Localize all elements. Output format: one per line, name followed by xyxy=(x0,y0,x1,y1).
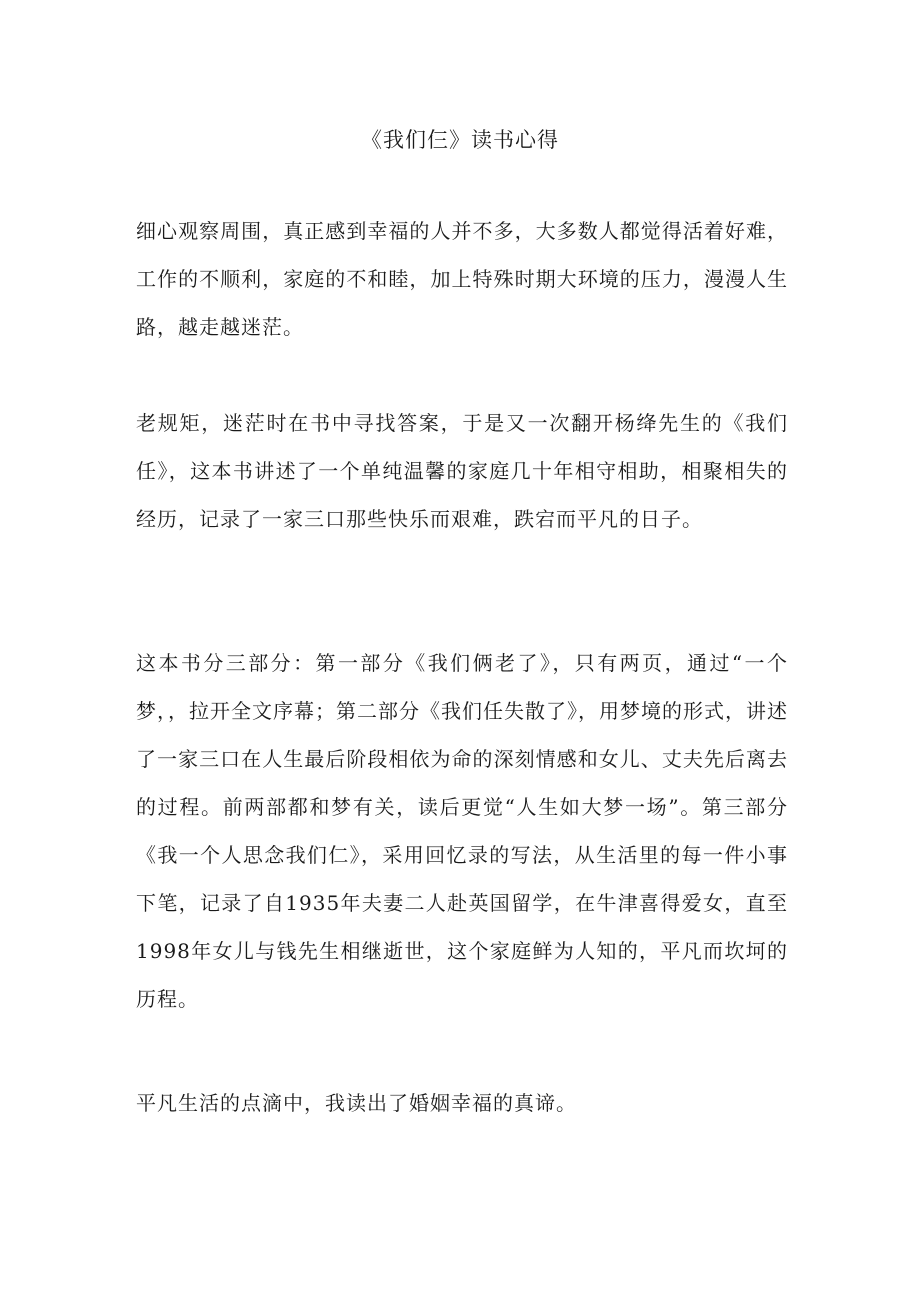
paragraph-1: 细心观察周围，真正感到幸福的人并不多，大多数人都觉得活着好难，工作的不顺利，家庭的不和睦，加上特殊时期大环境的压力，漫漫人生路，越走越迷茫。 xyxy=(136,219,788,339)
paragraph-2: 老规矩，迷茫时在书中寻找答案，于是又一次翻开杨绛先生的《我们任》，这本书讲述了一个单纯温馨的家庭几十年相守相助，相聚相失的经历，记录了一家三口那些快乐而艰难，跌宕而平凡的日子。 xyxy=(136,411,788,531)
paragraph-3: 这本书分三部分：第一部分《我们俩老了》，只有两页，通过“一个梦，，拉开全文序幕；第二部分《我们任失散了》，用梦境的形式，讲述了一家三口在人生最后阶段相依为命的深刻情感和女儿、丈夫先后离去的过程。前两部都和梦有关，读后更觉“人生如大梦一场”。第三部分《我一个人思念我们仁》，采用回忆录的写法，从生活里的每一件小事下笔，记录了自1935年夫妻二人赴英国留学，在牛津喜得爱女，直至1998年女儿与钱先生相继逝世，这个家庭鲜为人知的，平凡而坎坷的历程。 xyxy=(136,651,788,1011)
paragraph-4: 平凡生活的点滴中，我读出了婚姻幸福的真谛。 xyxy=(136,1091,577,1115)
document-title: 《我们仨》读书心得 xyxy=(361,128,559,152)
